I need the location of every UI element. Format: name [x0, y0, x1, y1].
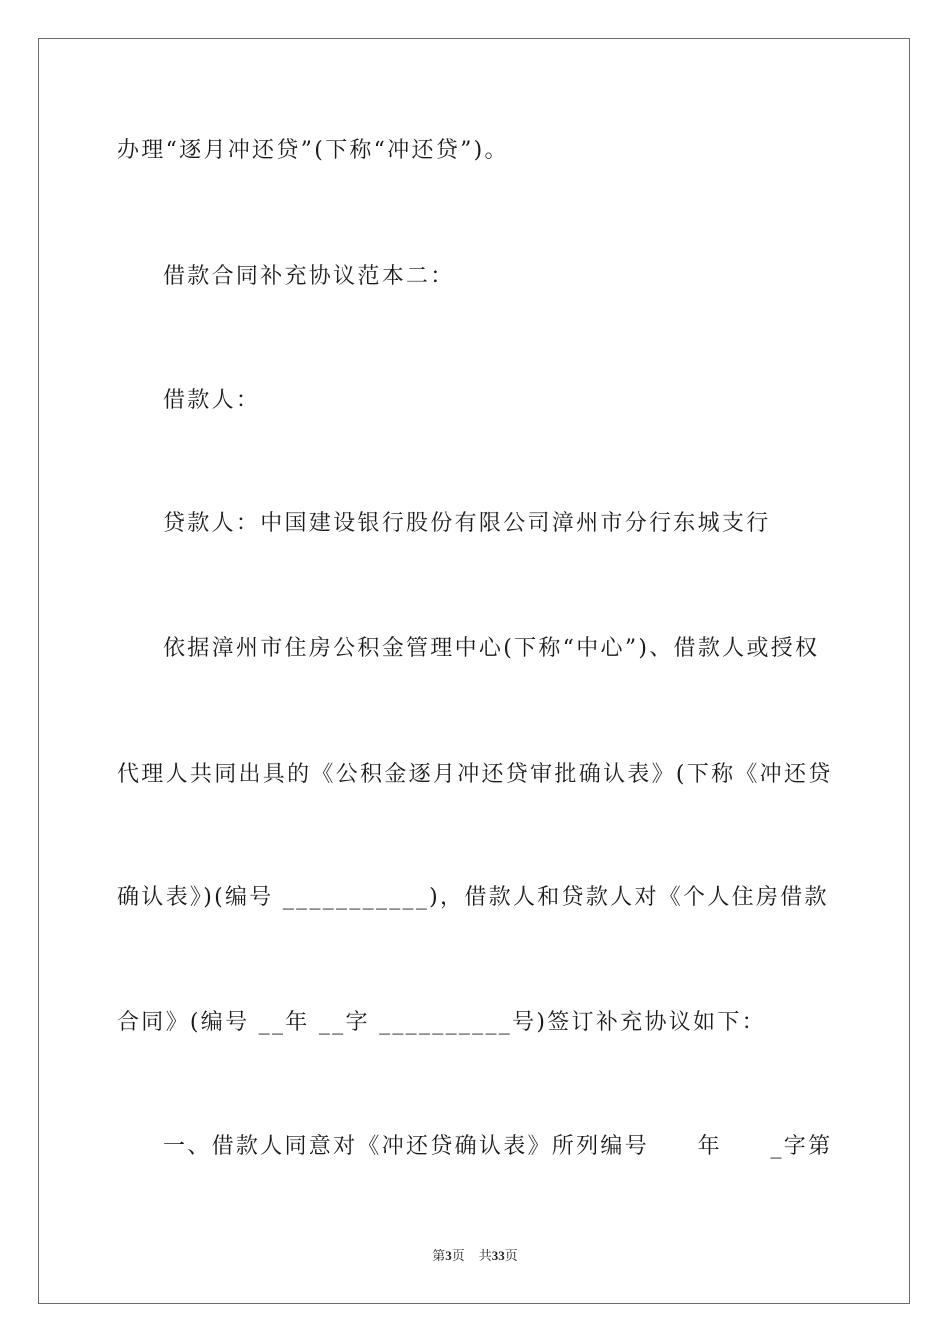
lender-field: 贷款人：中国建设银行股份有限公司漳州市分行东城支行: [163, 511, 771, 536]
page-footer: [0, 1248, 950, 1264]
body-line-3: 确认表》)(编号 ___________)，借款人和贷款人对《个人住房借款: [117, 885, 829, 910]
footer-total-suffix: 页: [504, 1248, 518, 1263]
paragraph-line-1: 办理“逐月冲还贷”(下称“冲还贷”)。: [117, 138, 509, 163]
footer-page-prefix: 第: [432, 1248, 446, 1263]
body-line-1: 依据漳州市住房公积金管理中心(下称“中心”)、借款人或授权: [163, 636, 820, 661]
borrower-field: 借款人：: [163, 388, 261, 413]
body-line-2: 代理人共同出具的《公积金逐月冲还贷审批确认表》(下称《冲还贷: [117, 762, 833, 787]
page-border: [38, 38, 910, 1304]
footer-page-total: 33: [491, 1248, 505, 1263]
body-line-4: 合同》(编号 __年 __字 __________号)签订补充协议如下：: [117, 1010, 766, 1035]
clause-one-line: 一、借款人同意对《冲还贷确认表》所列编号 年 _字第: [163, 1134, 833, 1159]
footer-total-prefix: 共: [478, 1248, 492, 1263]
footer-page-suffix: 页: [451, 1248, 465, 1263]
footer-page-current: 3: [445, 1248, 452, 1263]
section-heading: 借款合同补充协议范本二：: [163, 264, 455, 289]
